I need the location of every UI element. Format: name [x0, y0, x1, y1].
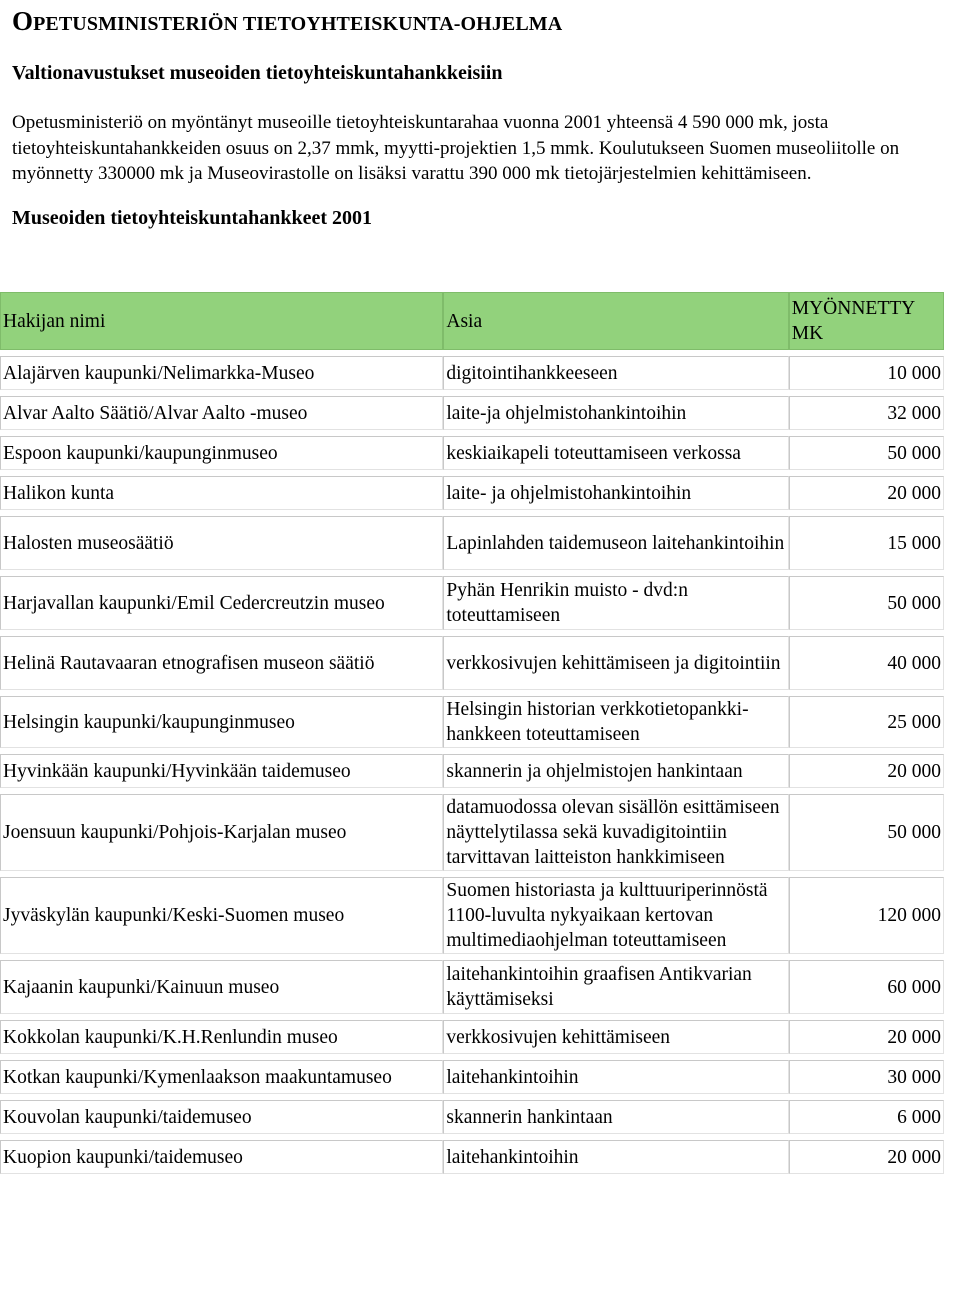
header-subject: Asia: [443, 292, 788, 350]
cell-applicant: Alajärven kaupunki/Nelimarkka-Museo: [0, 356, 443, 390]
cell-subject: datamuodossa olevan sisällön esittämiseen näyttelytilassa sekä kuvadigitointiin tarvittavan laitteiston hankkimiseen: [443, 794, 788, 871]
table-row: [0, 356, 944, 390]
cell-amount: 60 000: [789, 960, 944, 1014]
cell-subject: digitointihankkeeseen: [443, 356, 788, 390]
page-title-rest: PETUSMINISTERIÖN TIETOYHTEISKUNTA-OHJELMA: [33, 13, 563, 35]
document-body: [12, 0, 956, 237]
table-row: [0, 877, 944, 954]
cell-applicant: Hyvinkään kaupunki/Hyvinkään taidemuseo: [0, 754, 443, 788]
cell-subject: laite-ja ohjelmistohankintoihin: [443, 396, 788, 430]
cell-applicant: Helinä Rautavaaran etnografisen museon säätiö: [0, 636, 443, 690]
cell-subject: Pyhän Henrikin muisto - dvd:n toteuttamiseen: [443, 576, 788, 630]
cell-amount: 20 000: [789, 1140, 944, 1174]
cell-amount: 50 000: [789, 794, 944, 871]
grants-table-body: [0, 356, 944, 1174]
page-subtitle: Valtionavustukset museoiden tietoyhteiskuntahankkeisiin: [12, 62, 503, 84]
intro-paragraph: Opetusministeriö on myöntänyt museoille tietoyhteiskuntarahaa vuonna 2001 yhteensä 4 590 000 mk, josta tietoyhteiskuntahankkeiden osuus on 2,37 mmk, myytti-projektien 1,5 mmk. Koulutukseen Suomen museoliitolle on myönnetty 330000 mk ja Museovirastolle on lisäksi varattu 390 000 mk tietojärjestelmien kehittämiseen.: [12, 112, 900, 184]
cell-amount: 10 000: [789, 356, 944, 390]
cell-applicant: Kotkan kaupunki/Kymenlaakson maakuntamuseo: [0, 1060, 443, 1094]
table-row: [0, 960, 944, 1014]
cell-subject: laite- ja ohjelmistohankintoihin: [443, 476, 788, 510]
table-row: [0, 1060, 944, 1094]
cell-subject: laitehankintoihin: [443, 1060, 788, 1094]
cell-amount: 40 000: [789, 636, 944, 690]
cell-amount: 6 000: [789, 1100, 944, 1134]
cell-applicant: Jyväskylän kaupunki/Keski-Suomen museo: [0, 877, 443, 954]
header-applicant: Hakijan nimi: [0, 292, 443, 350]
cell-applicant: Kuopion kaupunki/taidemuseo: [0, 1140, 443, 1174]
cell-applicant: Halosten museosäätiö: [0, 516, 443, 570]
table-row: [0, 1140, 944, 1174]
table-heading: Museoiden tietoyhteiskuntahankkeet 2001: [12, 206, 373, 229]
cell-amount: 20 000: [789, 1020, 944, 1054]
cell-amount: 15 000: [789, 516, 944, 570]
cell-amount: 30 000: [789, 1060, 944, 1094]
table-row: [0, 754, 944, 788]
cell-applicant: Joensuun kaupunki/Pohjois-Karjalan museo: [0, 794, 443, 871]
cell-applicant: Helsingin kaupunki/kaupunginmuseo: [0, 696, 443, 748]
cell-subject: laitehankintoihin: [443, 1140, 788, 1174]
cell-subject: skannerin hankintaan: [443, 1100, 788, 1134]
cell-subject: skannerin ja ohjelmistojen hankintaan: [443, 754, 788, 788]
cell-subject: laitehankintoihin graafisen Antikvarian käyttämiseksi: [443, 960, 788, 1014]
cell-amount: 50 000: [789, 436, 944, 470]
cell-applicant: Kokkolan kaupunki/K.H.Renlundin museo: [0, 1020, 443, 1054]
cell-amount: 20 000: [789, 476, 944, 510]
table-row: [0, 696, 944, 748]
cell-applicant: Espoon kaupunki/kaupunginmuseo: [0, 436, 443, 470]
cell-amount: 120 000: [789, 877, 944, 954]
cell-subject: keskiaikapeli toteuttamiseen verkossa: [443, 436, 788, 470]
grants-table-header: [0, 292, 944, 350]
grants-table: [0, 286, 944, 1180]
cell-subject: verkkosivujen kehittämiseen: [443, 1020, 788, 1054]
table-row: [0, 794, 944, 871]
cell-subject: verkkosivujen kehittämiseen ja digitointiin: [443, 636, 788, 690]
table-row: [0, 476, 944, 510]
cell-subject: Suomen historiasta ja kulttuuriperinnöstä 1100-luvulta nykyaikaan kertovan multimediaohjelman toteuttamiseen: [443, 877, 788, 954]
table-row: [0, 436, 944, 470]
cell-subject: Helsingin historian verkkotietopankki-hankkeen toteuttamiseen: [443, 696, 788, 748]
table-row: [0, 1100, 944, 1134]
cell-amount: 25 000: [789, 696, 944, 748]
cell-applicant: Halikon kunta: [0, 476, 443, 510]
cell-subject: Lapinlahden taidemuseon laitehankintoihin: [443, 516, 788, 570]
cell-applicant: Harjavallan kaupunki/Emil Cedercreutzin museo: [0, 576, 443, 630]
table-row: [0, 636, 944, 690]
table-row: [0, 576, 944, 630]
page-title-initial: O: [12, 6, 34, 36]
cell-applicant: Kajaanin kaupunki/Kainuun museo: [0, 960, 443, 1014]
cell-amount: 32 000: [789, 396, 944, 430]
cell-applicant: Kouvolan kaupunki/taidemuseo: [0, 1100, 443, 1134]
table-row: [0, 396, 944, 430]
header-amount: MYÖNNETTY MK: [789, 292, 944, 350]
cell-amount: 50 000: [789, 576, 944, 630]
cell-amount: 20 000: [789, 754, 944, 788]
header-row: [0, 292, 944, 350]
table-row: [0, 516, 944, 570]
cell-applicant: Alvar Aalto Säätiö/Alvar Aalto -museo: [0, 396, 443, 430]
page-title: [12, 0, 956, 38]
table-row: [0, 1020, 944, 1054]
